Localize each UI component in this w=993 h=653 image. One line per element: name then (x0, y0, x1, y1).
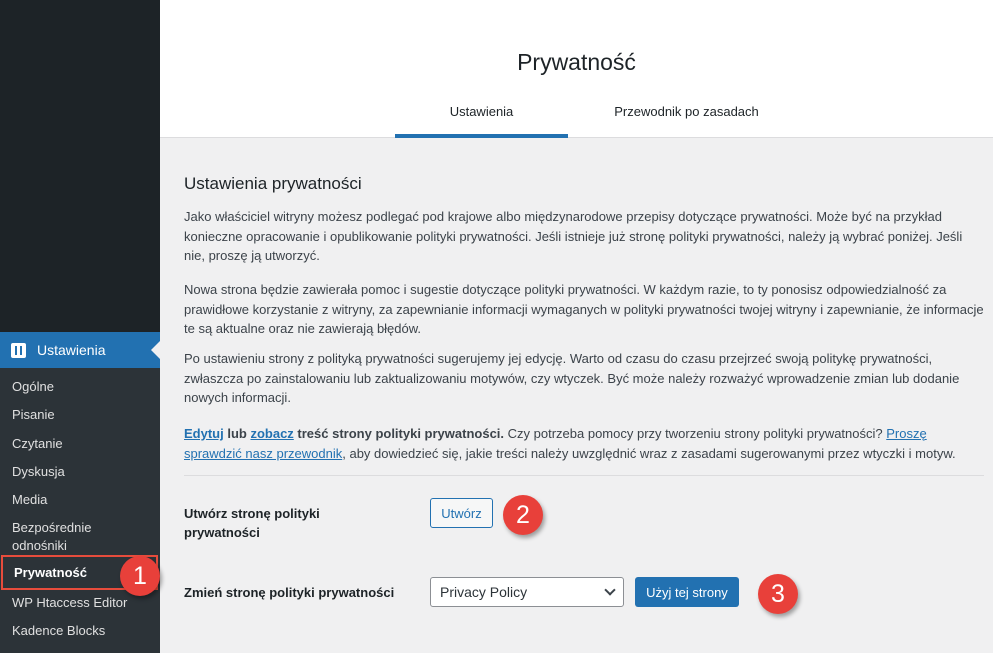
submenu-item-kadence[interactable]: Kadence Blocks (12, 623, 106, 638)
edit-suggestion-paragraph: Po ustawieniu strony z polityką prywatności sugerujemy jej edycję. Warto od czasu do czasu przejrzeć swoją politykę prywatności, zwłaszcza po zainstalowaniu lub zaktualizowaniu motywów, czy wtyczek. Być może należy rozważyć wprowadzenie zmian lub dodanie nowych informacji. (184, 351, 960, 405)
create-page-label (184, 504, 320, 542)
submenu-item-htaccess[interactable]: WP Htaccess Editor (12, 595, 128, 610)
guide-link[interactable]: Proszę sprawdzić nasz przewodnik (184, 426, 927, 461)
annotation-badge-2: 2 (503, 495, 543, 535)
help-paragraph (184, 424, 984, 463)
privacy-page-select-value: Privacy Policy (440, 584, 528, 600)
intro-paragraph: Jako właściciel witryny możesz podlegać pod krajowe albo międzynarodowe przepisy dotyczące prywatności. Może być na przykład konieczne opracowanie i opublikowanie polityki prywatności. Jeśli istnieje już stronę polityki prywatności, należy ją wybrać poniżej. Jeśli nie, proszę ją utworzyć. (184, 209, 963, 263)
active-arrow-icon (151, 341, 160, 359)
submenu-item-discussion[interactable]: Dyskusja (12, 464, 65, 479)
submenu-item-writing[interactable]: Pisanie (12, 407, 55, 422)
submenu-item-media[interactable]: Media (12, 492, 48, 507)
new-page-paragraph: Nowa strona będzie zawierała pomoc i sugestie dotyczące polityki prywatności. W każdym razie, to ty ponosisz odpowiedzialność za prawidłowe korzystanie z witryny, za zapewnianie informacji wymaganych w polityki prywatności twojej witryny i zapewnianie, że informacje te są aktualne oraz nie zawierają błędów. (184, 282, 984, 336)
change-page-label: Zmień stronę polityki prywatności (184, 585, 395, 600)
menu-settings[interactable] (0, 332, 160, 368)
submenu-item-general[interactable]: Ogólne (12, 379, 54, 394)
create-page-label-line1: Utwórz stronę polityki (184, 506, 320, 521)
create-button[interactable]: Utwórz (430, 498, 493, 528)
bold-text: treść strony polityki prywatności. (293, 426, 505, 441)
create-page-label-line2: prywatności (184, 525, 260, 540)
page-header (160, 0, 993, 138)
tab-policy-guide-label: Przewodnik po zasadach (614, 104, 759, 119)
submenu-item-privacy-label: Prywatność (14, 565, 87, 580)
chevron-down-icon (604, 584, 615, 595)
tab-settings[interactable] (395, 104, 568, 138)
submenu-item-permalinks-line2[interactable]: odnośniki (12, 538, 67, 553)
menu-settings-label: Ustawienia (37, 342, 106, 358)
section-title: Ustawienia prywatności (184, 174, 362, 193)
tab-policy-guide[interactable] (590, 104, 783, 138)
help-text-1: Czy potrzeba pomocy przy tworzeniu strony polityki prywatności? (504, 426, 887, 441)
annotation-badge-1: 1 (120, 556, 160, 596)
page-title: Prywatność (517, 49, 636, 75)
annotation-badge-3: 3 (758, 574, 798, 614)
use-page-button[interactable]: Użyj tej strony (635, 577, 739, 607)
tab-settings-label: Ustawienia (449, 104, 514, 119)
divider (184, 475, 984, 476)
edit-link[interactable]: Edytuj (184, 426, 224, 441)
settings-icon (11, 343, 26, 358)
submenu-item-reading[interactable]: Czytanie (12, 436, 63, 451)
submenu-item-permalinks-line1[interactable]: Bezpośrednie (12, 520, 92, 535)
help-text-2: , aby dowiedzieć się, jakie treści należy uwzględnić wraz z zasadami sugerowanymi przez wtyczki i motyw. (342, 445, 956, 461)
view-link[interactable]: zobacz (250, 426, 294, 441)
privacy-page-select[interactable] (430, 577, 624, 607)
or-text: lub (223, 426, 251, 441)
